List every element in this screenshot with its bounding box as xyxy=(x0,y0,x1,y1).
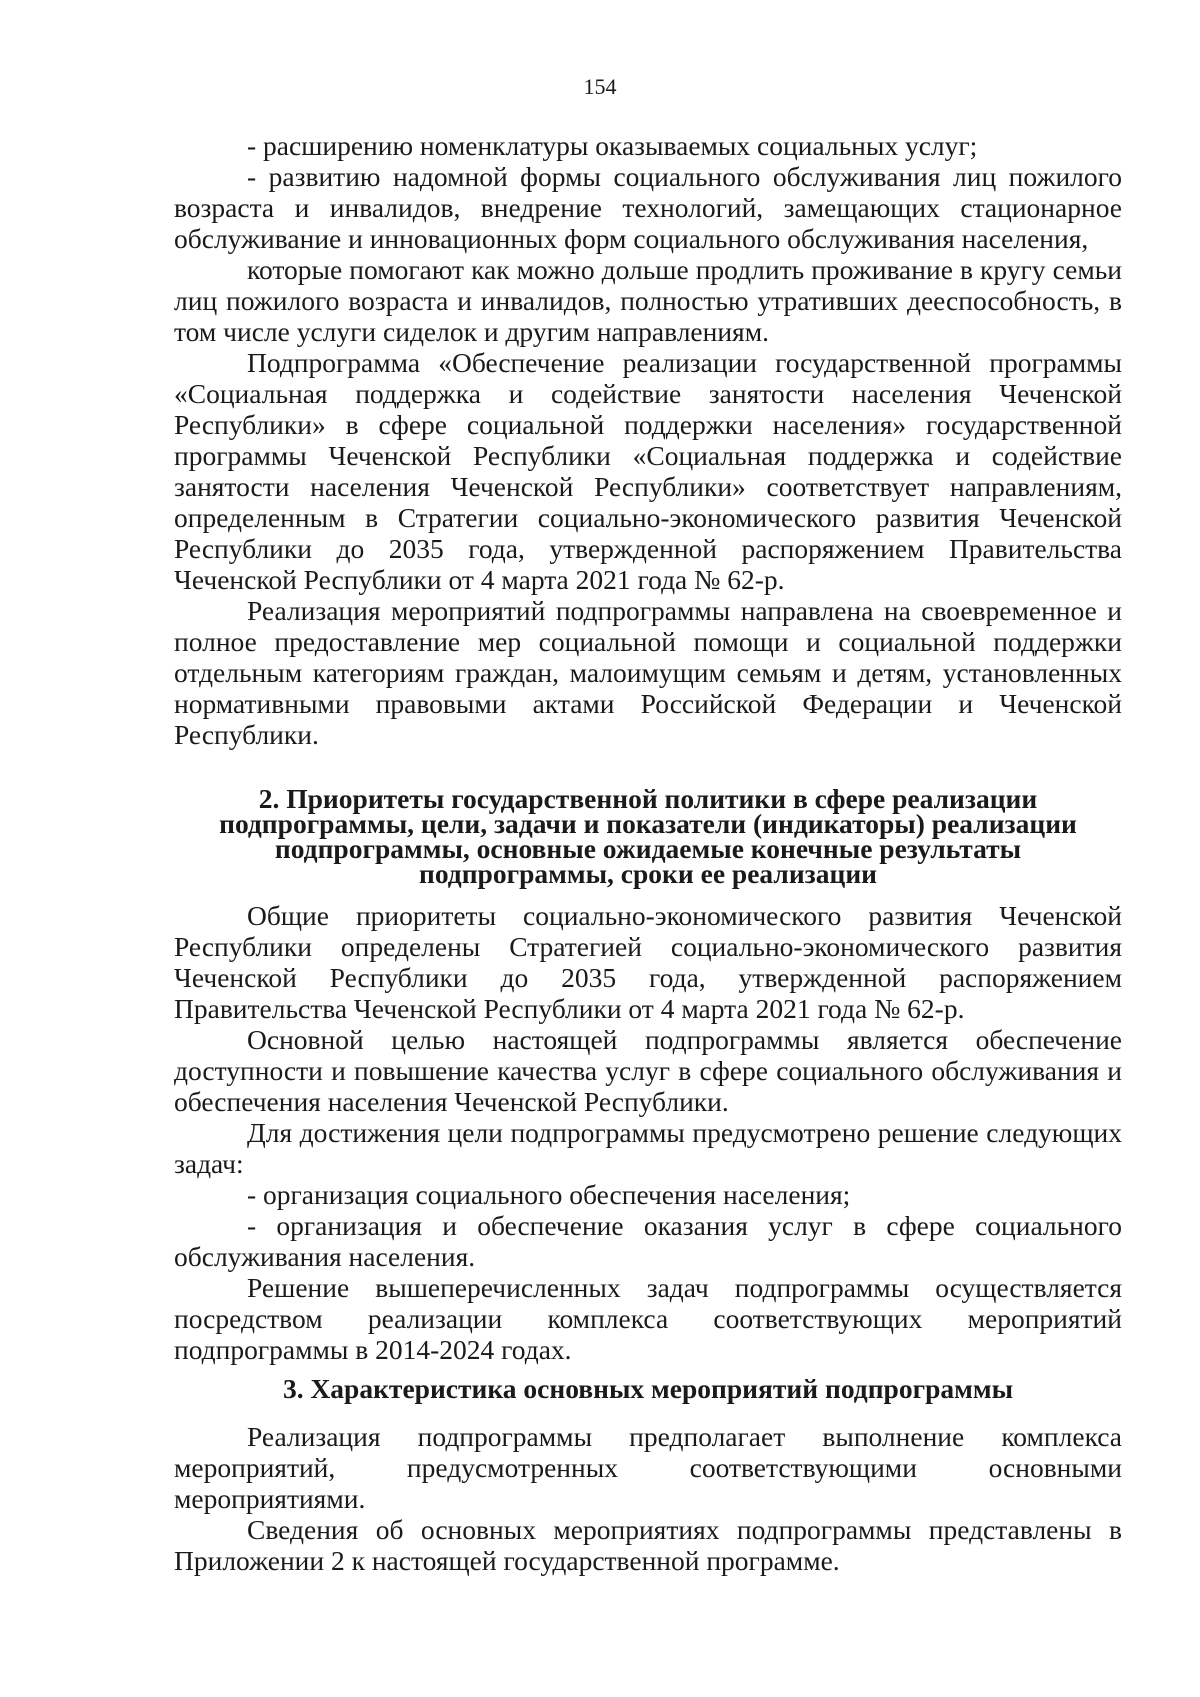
paragraph: Сведения об основных мероприятиях подпрограммы представлены в Приложении 2 к настоящей государственной программе. xyxy=(174,1514,1122,1576)
list-item: - организация и обеспечение оказания услуг в сфере социального обслуживания населения. xyxy=(174,1210,1122,1272)
heading-line: подпрограммы, цели, задачи и показатели (индикаторы) реализации xyxy=(219,808,1077,839)
heading-line: 2. Приоритеты государственной политики в сфере реализации xyxy=(258,783,1038,814)
section-2-heading xyxy=(174,783,1122,889)
heading-line: подпрограммы, основные ожидаемые конечные результаты xyxy=(274,833,1022,864)
paragraph: Для достижения цели подпрограммы предусмотрено решение следующих задач: xyxy=(174,1117,1122,1179)
paragraph: - развитию надомной формы социального обслуживания лиц пожилого возраста и инвалидов, внедрение технологий, замещающих стационарное обслуживание и инновационных форм социального обслуживания населения, xyxy=(174,161,1122,254)
paragraph: Подпрограмма «Обеспечение реализации государственной программы «Социальная поддержка и содействие занятости населения Чеченской Республики» в сфере социальной поддержки населения» государственной программы Чеченской Республики «Социальная поддержка и содействие занятости населения Чеченской Республики» соответствует направлениям, определенным в Стратегии социально-экономического развития Чеченской Республики до 2035 года, утвержденной распоряжением Правительства Чеченской Республики от 4 марта 2021 года № 62-р. xyxy=(174,347,1122,595)
paragraph: Основной целью настоящей подпрограммы является обеспечение доступности и повышение качества услуг в сфере социального обслуживания и обеспечения населения Чеченской Республики. xyxy=(174,1024,1122,1117)
paragraph: Решение вышеперечисленных задач подпрограммы осуществляется посредством реализации комплекса соответствующих мероприятий подпрограммы в 2014-2024 годах. xyxy=(174,1272,1122,1365)
page-number: 154 xyxy=(583,74,617,99)
paragraph: Реализация мероприятий подпрограммы направлена на своевременное и полное предоставление мер социальной помощи и социальной поддержки отдельным категориям граждан, малоимущим семьям и детям, установленных нормативными правовыми актами Российской Федерации и Чеченской Республики. xyxy=(174,595,1122,750)
paragraph: - расширению номенклатуры оказываемых социальных услуг; xyxy=(247,130,978,161)
paragraph: Реализация подпрограммы предполагает выполнение комплекса мероприятий, предусмотренных соответствующими основными мероприятиями. xyxy=(174,1421,1122,1514)
section-3-heading: 3. Характеристика основных мероприятий подпрограммы xyxy=(282,1373,1014,1404)
paragraph: которые помогают как можно дольше продлить проживание в кругу семьи лиц пожилого возраста и инвалидов, полностью утративших дееспособность, в том числе услуги сиделок и другим направлениям. xyxy=(174,254,1122,347)
heading-line: подпрограммы, сроки ее реализации xyxy=(418,858,878,889)
document-body xyxy=(174,130,1122,1576)
paragraph: Общие приоритеты социально-экономического развития Чеченской Республики определены Стратегией социально-экономического развития Чеченской Республики до 2035 года, утвержденной распоряжением Правительства Чеченской Республики от 4 марта 2021 года № 62-р. xyxy=(174,900,1122,1024)
list-item: - организация социального обеспечения населения; xyxy=(247,1179,851,1210)
